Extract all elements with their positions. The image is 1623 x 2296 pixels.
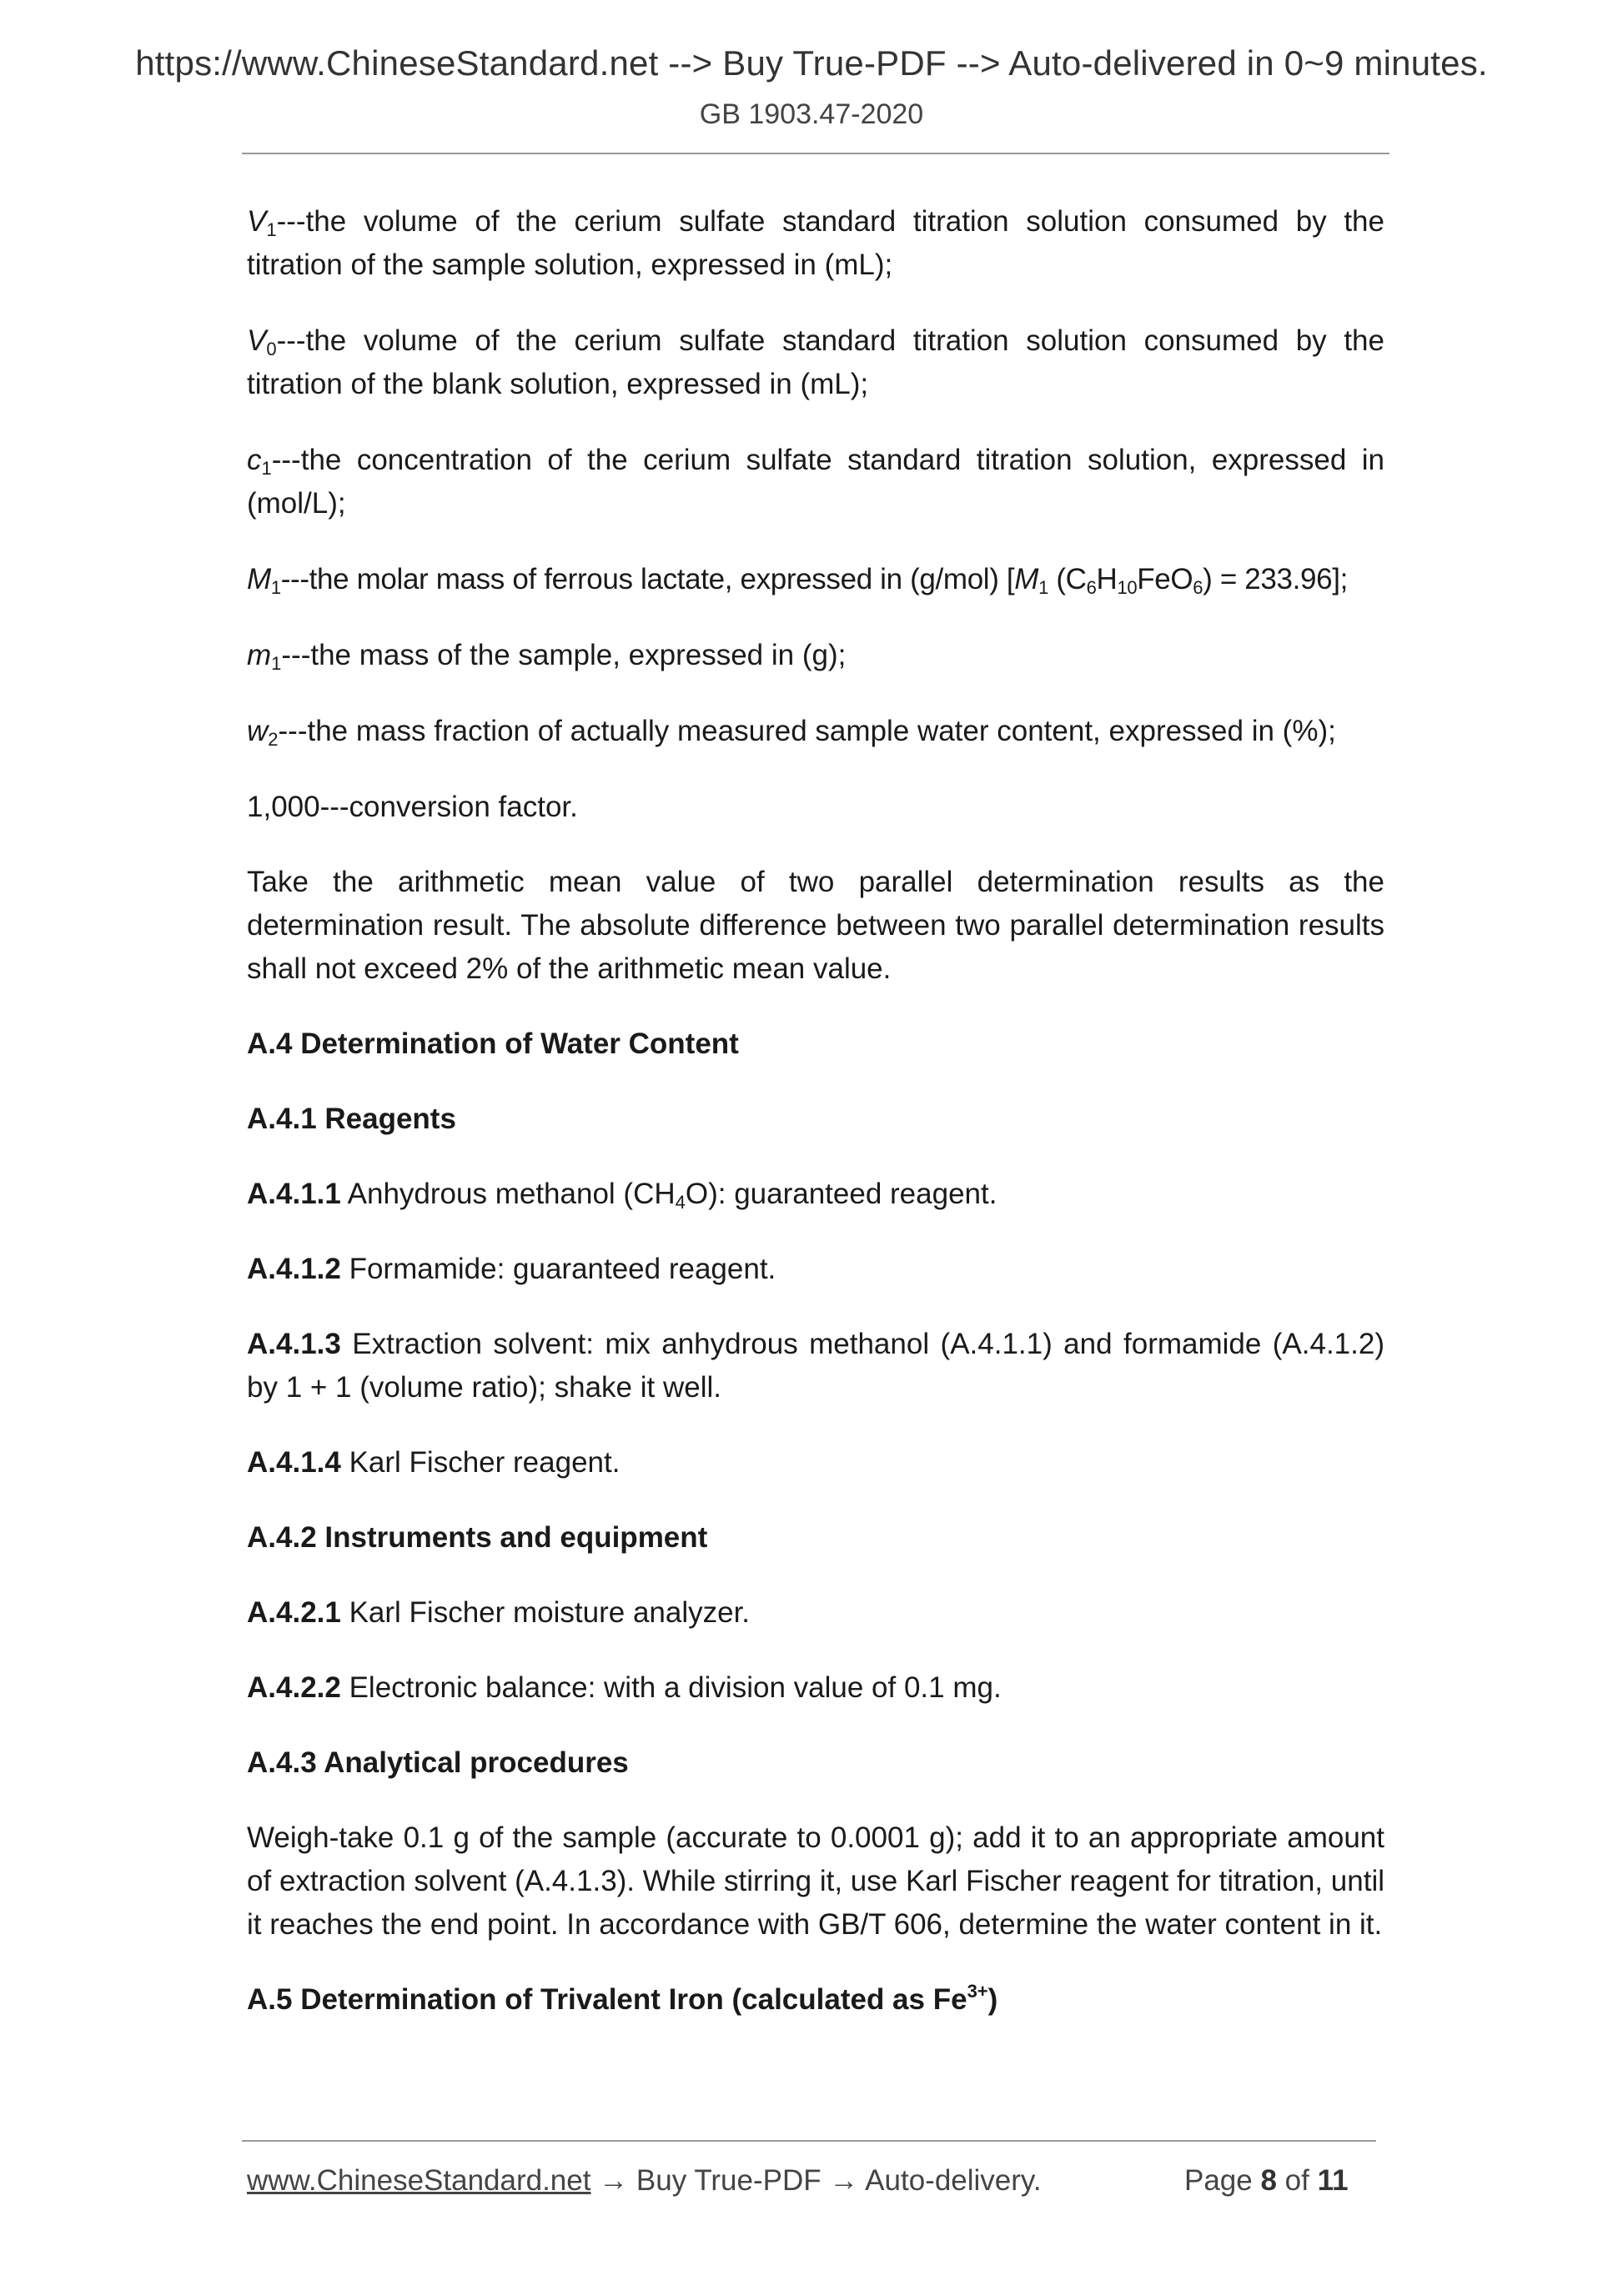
- procedure-paragraph: Weigh-take 0.1 g of the sample (accurate to 0.0001 g); add it to an appropriate amount of extraction solvent (A.4.1.3). While stirring it, use Karl Fischer reagent for titration, until it reaches the end point. In accordance with GB/T 606, determine the water content in it.: [247, 1821, 1384, 1941]
- definition-w2: $w_2--$-the mass fraction of actually measured sample water content, expressed in (%);: [247, 715, 1336, 750]
- standard-code: GB 1903.47-2020: [699, 98, 924, 130]
- conversion-factor: 1,000---conversion factor.: [247, 791, 578, 823]
- header-divider: [242, 153, 1389, 154]
- clause-a422: A.4.2.2 Electronic balance: with a division value of 0.1 mg.: [247, 1671, 1002, 1704]
- footer-divider: [242, 2140, 1376, 2142]
- section-a41-heading: A.4.1 Reagents: [247, 1103, 456, 1135]
- definition-m1-mass: $m_1--$-the mass of the sample, expressed in (g);: [247, 639, 847, 674]
- page-indicator: Page 8 of 11: [1184, 2164, 1349, 2197]
- definition-c1: $c_1--$-the concentration of the cerium sulfate standard titration solution, expressed in (mol/L);: [247, 444, 1384, 520]
- definition-v0: $V_0--$-the volume of the cerium sulfate standard titration solution consumed by the titration of the blank solution, expressed in (mL);: [247, 324, 1384, 400]
- definition-v1: $V_1--$-the volume of the cerium sulfate standard titration solution consumed by the titration of the sample solution, expressed in (mL);: [247, 205, 1384, 281]
- clause-a421: A.4.2.1 Karl Fischer moisture analyzer.: [247, 1596, 751, 1629]
- footer-promo: www.ChineseStandard.net → Buy True-PDF → Auto-delivery.: [247, 2164, 1042, 2197]
- definition-m1-molar: $M_1--$-the molar mass of ferrous lactate, expressed in (g/mol) [$M_1$ $(C_6H_{10}FeO_6) = 233.96$];: [247, 563, 1348, 598]
- source-banner: https://www.ChineseStandard.net --> Buy True-PDF --> Auto-delivered in 0~9 minutes.: [135, 43, 1488, 83]
- page-content: [247, 200, 1384, 2053]
- section-a5-heading: A.5 Determination of Trivalent Iron (calculated as $Fe^{3+}$): [247, 1981, 998, 2016]
- clause-a414: A.4.1.4 Karl Fischer reagent.: [247, 1446, 621, 1479]
- clause-a412: A.4.1.2 Formamide: guaranteed reagent.: [247, 1253, 776, 1285]
- footer-site-link[interactable]: www.ChineseStandard.net: [247, 2164, 591, 2197]
- section-a4-heading: A.4 Determination of Water Content: [247, 1027, 739, 1060]
- clause-a411: A.4.1.1 Anhydrous methanol $(CH_4O)$: guaranteed reagent.: [247, 1178, 997, 1213]
- section-a42-heading: A.4.2 Instruments and equipment: [247, 1521, 708, 1554]
- mean-value-paragraph: Take the arithmetic mean value of two parallel determination results as the determination result. The absolute difference between two parallel determination results shall not exceed 2% of the arithmetic mean value.: [247, 866, 1384, 985]
- section-a43-heading: A.4.3 Analytical procedures: [247, 1746, 629, 1779]
- clause-a413: A.4.1.3 Extraction solvent: mix anhydrous methanol (A.4.1.1) and formamide (A.4.1.2) by 1 + 1 (volume ratio); shake it well.: [247, 1328, 1384, 1404]
